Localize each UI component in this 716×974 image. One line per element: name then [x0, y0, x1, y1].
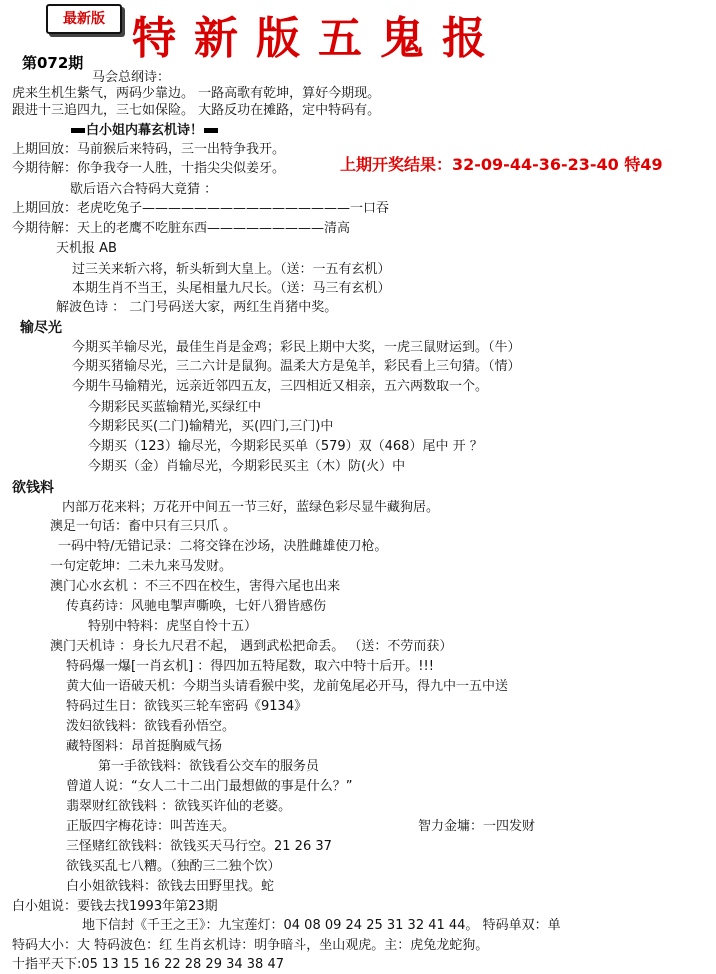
text-line: 白小姐内幕玄机诗！ [86, 123, 204, 138]
text-line: 十指平天下:05 13 15 16 22 28 29 34 38 47 [12, 957, 284, 972]
text-line: 过三关来斩六将，斩头斩到大皇上。（送：一五有玄机） [72, 262, 391, 277]
text-line: 特码爆一爆[一肖玄机] ：得四加五特尾数，取六中特十后开。!!! [66, 659, 434, 674]
text-line: 今期买羊输尽光，最佳生肖是金鸡；彩民上期中大奖，一虎三鼠财运到。（牛） [72, 340, 521, 355]
text-line: 今期彩民买蓝输精光,买绿红中 [88, 400, 262, 415]
text-line: 今期待解：天上的老鹰不吃脏东西—————————清高 [12, 221, 351, 236]
text-line: 虎来生机生紫气，两码少靠边。 一路高歌有乾坤，算好今期现。 [12, 86, 381, 101]
section-label: 欲钱料 [12, 480, 54, 496]
text-line: 白小姐说：要钱去找1993年第23期 [12, 899, 218, 914]
text-line: 一句定乾坤：二未九来马发财。 [50, 559, 233, 574]
text-line: 跟进十三追四九，三七如保险。 大路反功在摊路，定中特码有。 [12, 103, 381, 118]
text-line: 藏特图料：昂首挺胸威气扬 [66, 739, 223, 754]
text-line: 马会总纲诗： [92, 70, 171, 85]
text-line: 解波色诗 ： 二门号码送大家，两红生肖猪中奖。 [56, 300, 338, 315]
text-line: 传真药诗：风驰电掣声嘶唤，七奸八猾皆感伤 [66, 599, 327, 614]
double-bar-icon [204, 128, 218, 133]
last-draw-result: 上期开奖结果：32-09-44-36-23-40 特49 [340, 155, 663, 174]
section-label: 输尽光 [20, 320, 62, 336]
text-line: 黄大仙一语破天机：今期当头请看猴中奖，龙前兔尾必开马，得九中一五中送 [66, 679, 509, 694]
text-line [70, 123, 219, 139]
text-line: 泼妇欲钱料：欲钱看孙悟空。 [66, 719, 236, 734]
text-line: 本期生肖不当王，头尾相量九尺长。（送：马三有玄机） [72, 281, 391, 296]
text-line: 今期彩民买(二门)输精光，买(四门,三门)中 [88, 419, 334, 434]
text-line: 欲钱买乱七八糟。（独酌三二独个饮） [66, 859, 281, 874]
text-line: 今期待解：你争我夺一人胜，十指尖尖似姜牙。 [12, 161, 286, 176]
text-line: 今期牛马输精光，远亲近邻四五友，三四相近又相亲，五六两数取一个。 [72, 379, 489, 394]
text-line: 特别中特料：虎坚自怜十五） [88, 619, 258, 634]
text-line: 三怪赌红欲钱料：欲钱买天马行空。21 26 37 [66, 839, 332, 854]
text-line: 今期买猪输尽光，三二六计是鼠狗。温柔大方是兔羊，彩民看上三句猜。（情） [72, 359, 521, 374]
text-line: 澳足一句话：畜中只有三只爪 。 [50, 519, 237, 534]
text-line: 今期买（123）输尽光，今期彩民买单（579）双（468）尾中 开 ？ [88, 439, 483, 454]
text-line: 天机报 AB [56, 241, 117, 256]
double-bar-icon [71, 128, 85, 133]
text-line: 正版四字梅花诗：叫苦连天。 [66, 819, 236, 834]
text-line: 白小姐欲钱料：欲钱去田野里找。蛇 [66, 879, 275, 894]
text-line: 上期回放：马前猴后来特码，三一出特争我开。 [12, 142, 286, 157]
text-line: 特码过生日：欲钱买三轮车密码《9134》 [66, 699, 308, 714]
issue-number: 第072期 [22, 54, 84, 72]
text-line: 翡翠财红欲钱料 ：欲钱买许仙的老婆。 [66, 799, 292, 814]
text-line: 澳门心水玄机 ：不三不四在校生，害得六尾也出来 [50, 579, 341, 594]
latest-edition-badge: 最新版 [46, 4, 122, 34]
text-line: 今期买（金）肖输尽光，今期彩民买主（木）防(火）中 [88, 459, 406, 474]
text-line: 上期回放：老虎吃兔子————————————————一口吞 [12, 201, 390, 216]
text-line: 地下信封《千王之王》：九宝莲灯：04 08 09 24 25 31 32 41 44。 特码单双：单 [82, 918, 561, 933]
text-line: 第一手欲钱料：欲钱看公交车的服务员 [98, 759, 320, 774]
text-line: 歇后语六合特码大竟猜 ： [70, 182, 218, 197]
text-line: 特码大小：大 特码波色：红 生肖玄机诗：明争暗斗，坐山观虎。主：虎兔龙蛇狗。 [12, 938, 489, 953]
text-line: 澳门天机诗 ：身长九尺君不起， 遇到武松把命丢。 （送：不劳而获） [50, 639, 453, 654]
text-line: 内部万花来料；万花开中间五一节三好，蓝绿色彩尽显牛藏狗居。 [62, 500, 440, 515]
text-line: 智力金墉：一四发财 [418, 819, 536, 834]
text-line: 曾道人说：“女人二十二出门最想做的事是什么？” [66, 779, 353, 794]
text-line: 一码中特/无错记录：二将交锋在沙场，决胜雌雄使刀枪。 [58, 539, 388, 554]
page-title: 特新版五鬼报 [132, 13, 504, 64]
